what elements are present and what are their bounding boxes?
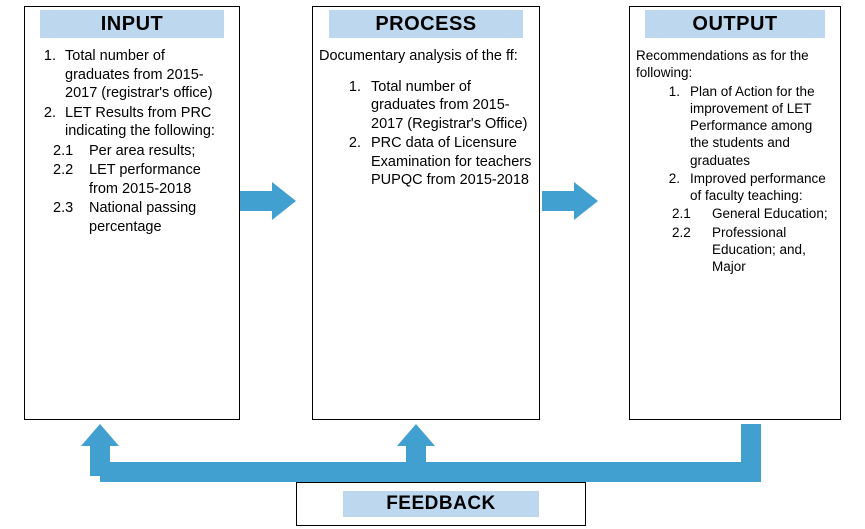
list-item-text: Total number of graduates from 2015-2017 (Registrar's Office) <box>371 78 528 132</box>
process-box-body <box>313 43 539 419</box>
output-title: OUTPUT <box>692 12 778 35</box>
list-item <box>31 47 233 103</box>
output-box-body <box>630 43 840 419</box>
arrow-process-to-output-icon <box>542 182 614 220</box>
process-box <box>312 6 540 420</box>
list-item-number: 2.1 <box>53 142 74 159</box>
process-header-band <box>329 10 523 38</box>
list-item-text: Improved performance of faculty teaching: <box>690 170 826 204</box>
output-header-band <box>645 10 826 38</box>
input-box-header <box>25 7 239 41</box>
list-item <box>636 205 834 222</box>
list-item-number: 2. <box>43 104 56 121</box>
list-item-number: 2. <box>668 170 680 186</box>
process-box-header <box>313 7 539 41</box>
list-item-text: National passing percentage <box>89 200 197 235</box>
arrow-input-to-process-icon <box>240 182 312 220</box>
input-box <box>24 6 240 420</box>
list-item-number: 2.3 <box>53 200 74 217</box>
list-item-number: 2. <box>348 135 361 152</box>
list-item-text: LET Results from PRC indicating the following: <box>65 104 215 140</box>
list-item-text: General Education; <box>712 206 828 222</box>
list-item <box>31 199 233 236</box>
input-header-band <box>40 10 224 38</box>
list-item-number: 2.2 <box>53 162 74 179</box>
feedback-line-right <box>741 424 761 466</box>
process-title: PROCESS <box>375 12 477 35</box>
list-item <box>31 161 233 198</box>
list-item-text: PRC data of Licensure Examination for teachers PUPQC from 2015-2018 <box>371 135 532 189</box>
input-title: INPUT <box>100 12 164 35</box>
arrow-feedback-to-input-icon <box>81 424 119 478</box>
list-item-number: 2.1 <box>672 206 691 222</box>
arrow-feedback-to-process-icon <box>397 424 435 478</box>
list-item <box>319 78 533 134</box>
list-item-text: LET performance from 2015-2018 <box>89 162 201 197</box>
list-item-number: 1. <box>43 48 56 64</box>
list-item <box>636 224 834 276</box>
feedback-header-band <box>343 491 539 517</box>
process-intro-text: Documentary analysis of the ff: <box>319 48 518 64</box>
list-item-text: Total number of graduates from 2015-2017 (registrar's office) <box>65 48 213 102</box>
list-item-text: Plan of Action for the improvement of LET Performance among the students and graduates <box>690 83 815 168</box>
output-box <box>629 6 841 420</box>
list-item <box>636 170 834 205</box>
list-item-text: Professional Education; and, Major <box>712 224 806 275</box>
list-item <box>636 83 834 169</box>
list-item <box>31 142 233 161</box>
list-item <box>31 104 233 141</box>
list-item-text: Per area results; <box>89 142 196 159</box>
output-box-header <box>630 7 840 41</box>
input-box-body <box>25 43 239 419</box>
list-item-number: 1. <box>348 78 361 95</box>
list-item <box>319 134 533 190</box>
feedback-box <box>296 482 586 526</box>
list-item-number: 1. <box>668 83 680 99</box>
output-intro-text: Recommendations as for the following: <box>636 48 809 81</box>
list-item-number: 2.2 <box>672 224 691 240</box>
feedback-title: FEEDBACK <box>386 493 496 514</box>
